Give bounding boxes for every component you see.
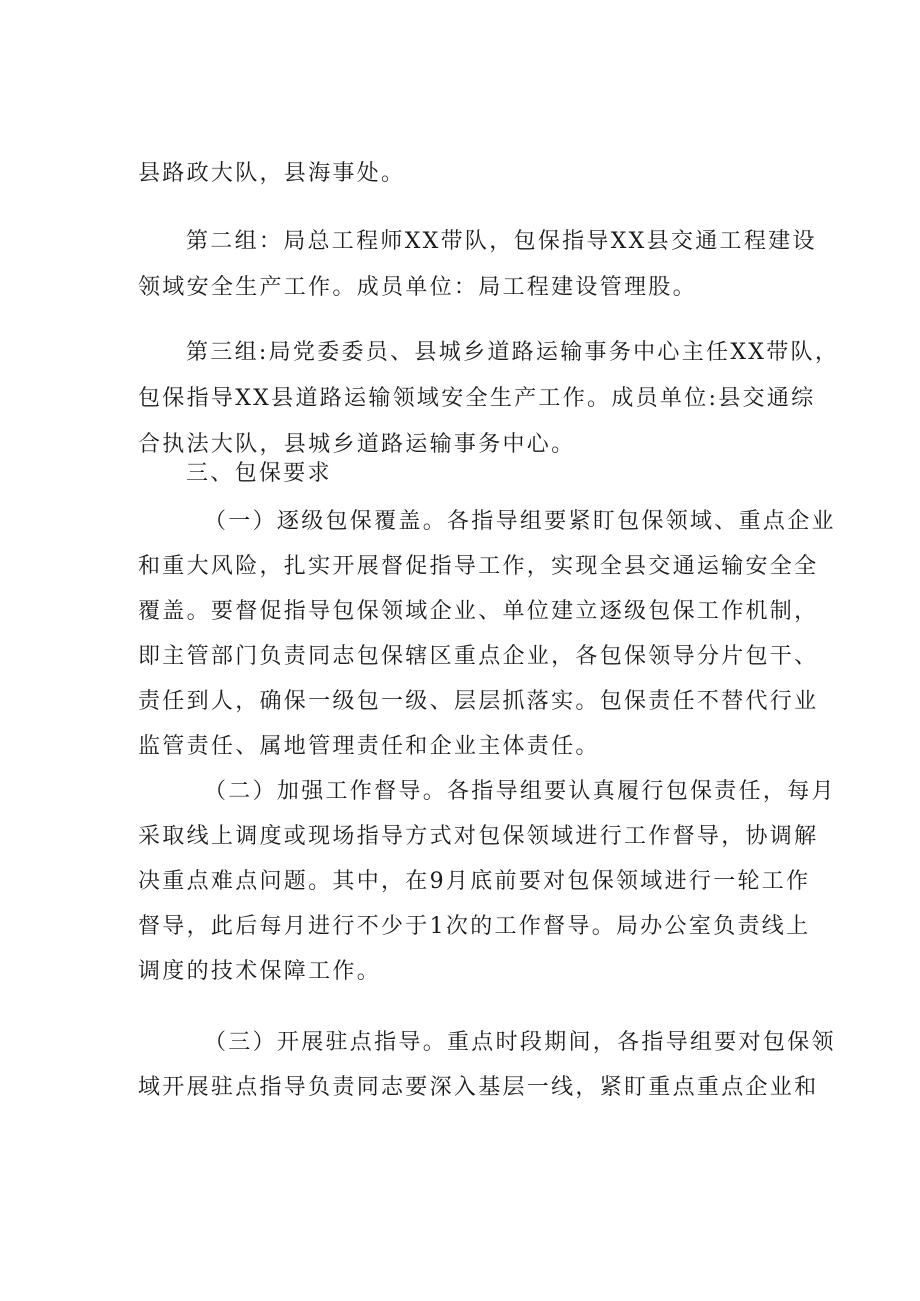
- paragraph-line: 第三组:局党委委员、县城乡道路运输事务中心主任XX带队，: [186, 340, 840, 365]
- paragraph-line: 第二组：局总工程师XX带队，包保指导XX县交通工程建设: [186, 229, 817, 254]
- paragraph-line: 责任到人，确保一级包一级、层层抓落实。包保责任不替代行业: [138, 689, 819, 714]
- paragraph-line: 决重点难点问题。其中，在9月底前要对包保领域进行一轮工作: [138, 869, 811, 894]
- paragraph-line: 包保指导XX县道路运输领域安全生产工作。成员单位:县交通综: [138, 386, 816, 411]
- section-heading: 三、包保要求: [186, 461, 332, 486]
- paragraph-line: 采取线上调度或现场指导方式对包保领域进行工作督导，协调解: [138, 824, 819, 849]
- paragraph-line: （二）加强工作督导。各指导组要认真履行包保责任，每月: [204, 779, 836, 804]
- paragraph-line: 领域安全生产工作。成员单位：局工程建设管理股。: [138, 275, 697, 300]
- paragraph-line: 覆盖。要督促指导包保领域企业、单位建立逐级包保工作机制，: [138, 599, 819, 624]
- paragraph-line: （一）逐级包保覆盖。各指导组要紧盯包保领域、重点企业: [204, 509, 836, 534]
- paragraph-line: 督导，此后每月进行不少于1次的工作督导。局办公室负责线上: [138, 914, 811, 939]
- paragraph-line: （三）开展驻点指导。重点时段期间，各指导组要对包保领: [204, 1030, 836, 1055]
- paragraph-line: 合执法大队，县城乡道路运输事务中心。: [138, 432, 576, 457]
- paragraph-line: 监管责任、属地管理责任和企业主体责任。: [138, 734, 600, 759]
- paragraph-line: 和重大风险，扎实开展督促指导工作，实现全县交通运输安全全: [138, 554, 819, 579]
- paragraph-line: 域开展驻点指导负责同志要深入基层一线，紧盯重点重点企业和: [138, 1075, 819, 1100]
- paragraph-line: 调度的技术保障工作。: [138, 959, 382, 984]
- paragraph-line: 县路政大队，县海事处。: [138, 161, 406, 186]
- paragraph-line: 即主管部门负责同志包保辖区重点企业，各包保领导分片包干、: [138, 644, 819, 669]
